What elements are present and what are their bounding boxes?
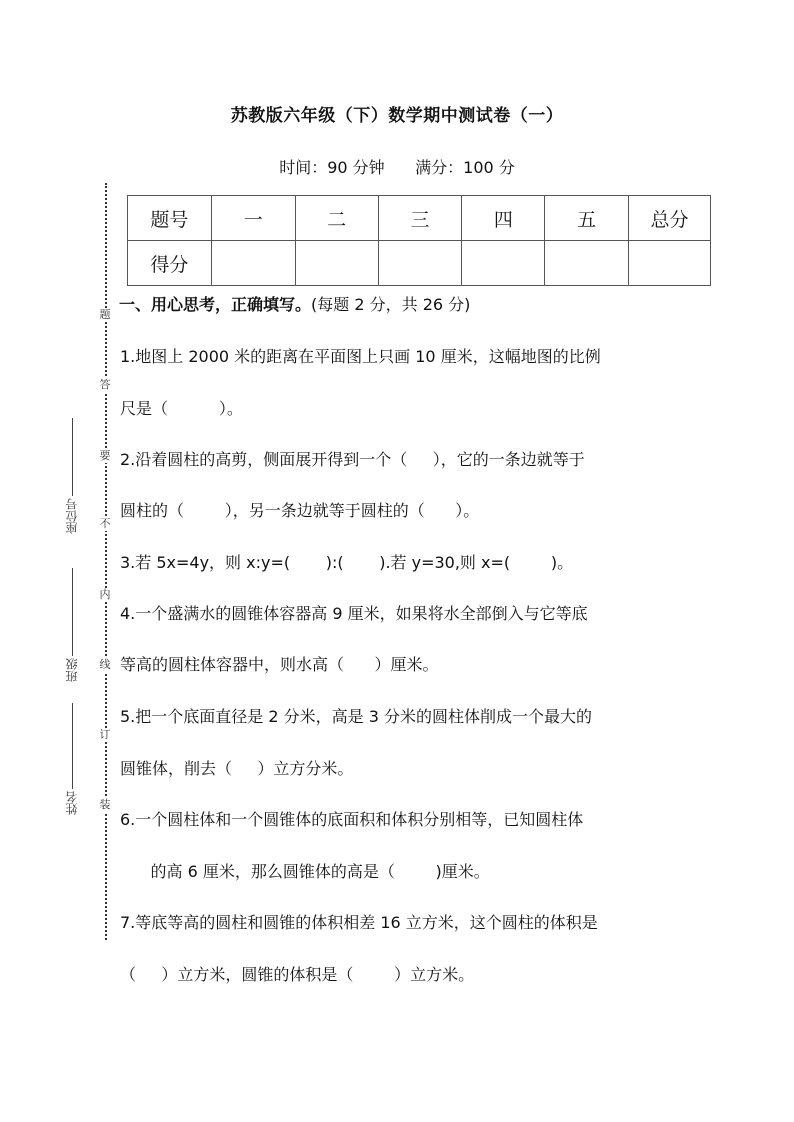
score-table-header-cell: 三 <box>378 196 462 241</box>
question-line: 圆锥体，削去（ ）立方分米。 <box>120 759 354 778</box>
binding-char: 内 <box>99 588 111 601</box>
score-cell[interactable] <box>378 241 462 286</box>
question-line: 7.等底等高的圆柱和圆锥的体积相差 16 立方米，这个圆柱的体积是 <box>120 913 598 932</box>
score-table-header-cell: 一 <box>211 196 295 241</box>
score-cell[interactable] <box>462 241 545 286</box>
question-line: 1.地图上 2000 米的距离在平面图上只画 10 厘米，这幅地图的比例 <box>120 347 601 366</box>
score-row-label: 得分 <box>128 241 212 286</box>
question-line: 6.一个圆柱体和一个圆锥体的底面积和体积分别相等，已知圆柱体 <box>120 810 584 829</box>
question-line: 圆柱的（ ），另一条边就等于圆柱的（ ）。 <box>120 501 480 520</box>
name-label: 姓名 <box>65 791 79 815</box>
question-line: 的高 6 厘米，那么圆锥体的高是（ )厘米。 <box>120 862 490 881</box>
exam-info: 时间：90 分钟 满分：100 分 <box>279 158 515 177</box>
score-table-header-cell: 五 <box>545 196 629 241</box>
score-table-header-cell: 总分 <box>629 196 711 241</box>
seat-number-field[interactable] <box>65 418 79 534</box>
binding-char: 要 <box>99 449 111 462</box>
name-line <box>72 703 73 789</box>
section-heading <box>119 292 470 315</box>
question-line: 等高的圆柱体容器中，则水高（ ）厘米。 <box>120 655 439 674</box>
score-cell[interactable] <box>545 241 629 286</box>
question-line: 2.沿着圆柱的高剪，侧面展开得到一个（ ），它的一条边就等于 <box>120 450 585 469</box>
class-field[interactable] <box>65 568 79 682</box>
class-label: 班级 <box>65 658 79 682</box>
question-line: 5.把一个底面直径是 2 分米，高是 3 分米的圆柱体削成一个最大的 <box>120 707 592 726</box>
question-line: （ ）立方米，圆锥的体积是（ ）立方米。 <box>120 965 475 984</box>
score-table-header-cell: 四 <box>462 196 545 241</box>
question-line: 3.若 5x=4y，则 x:y=( ):( ).若 y=30,则 x=( )。 <box>120 553 574 572</box>
score-table-score-row <box>128 241 711 286</box>
score-table <box>127 195 711 286</box>
score-table-header-row <box>128 196 711 241</box>
score-cell[interactable] <box>211 241 295 286</box>
binding-char: 装 <box>99 798 111 811</box>
binding-char: 题 <box>99 308 111 321</box>
question-line: 4.一个盛满水的圆锥体容器高 9 厘米，如果将水全部倒入与它等底 <box>120 604 588 623</box>
seat-number-label: 座位号 <box>65 498 79 534</box>
score-table-header-cell: 二 <box>295 196 378 241</box>
binding-char: 线 <box>99 658 111 671</box>
section-title: 一、用心思考，正确填写。 <box>119 295 312 314</box>
binding-dotted-line <box>105 183 107 940</box>
binding-char: 答 <box>99 378 111 391</box>
score-cell[interactable] <box>295 241 378 286</box>
binding-char: 不 <box>99 517 111 530</box>
name-field[interactable] <box>65 703 79 815</box>
score-table-header-cell: 题号 <box>128 196 212 241</box>
binding-char: 订 <box>99 728 111 741</box>
question-line: 尺是（ ）。 <box>120 399 243 418</box>
class-line <box>72 568 73 656</box>
score-cell[interactable] <box>629 241 711 286</box>
seat-number-line <box>72 418 73 496</box>
section-note: (每题 2 分，共 26 分) <box>311 295 471 314</box>
page-title: 苏教版六年级（下）数学期中测试卷（一） <box>230 106 564 126</box>
